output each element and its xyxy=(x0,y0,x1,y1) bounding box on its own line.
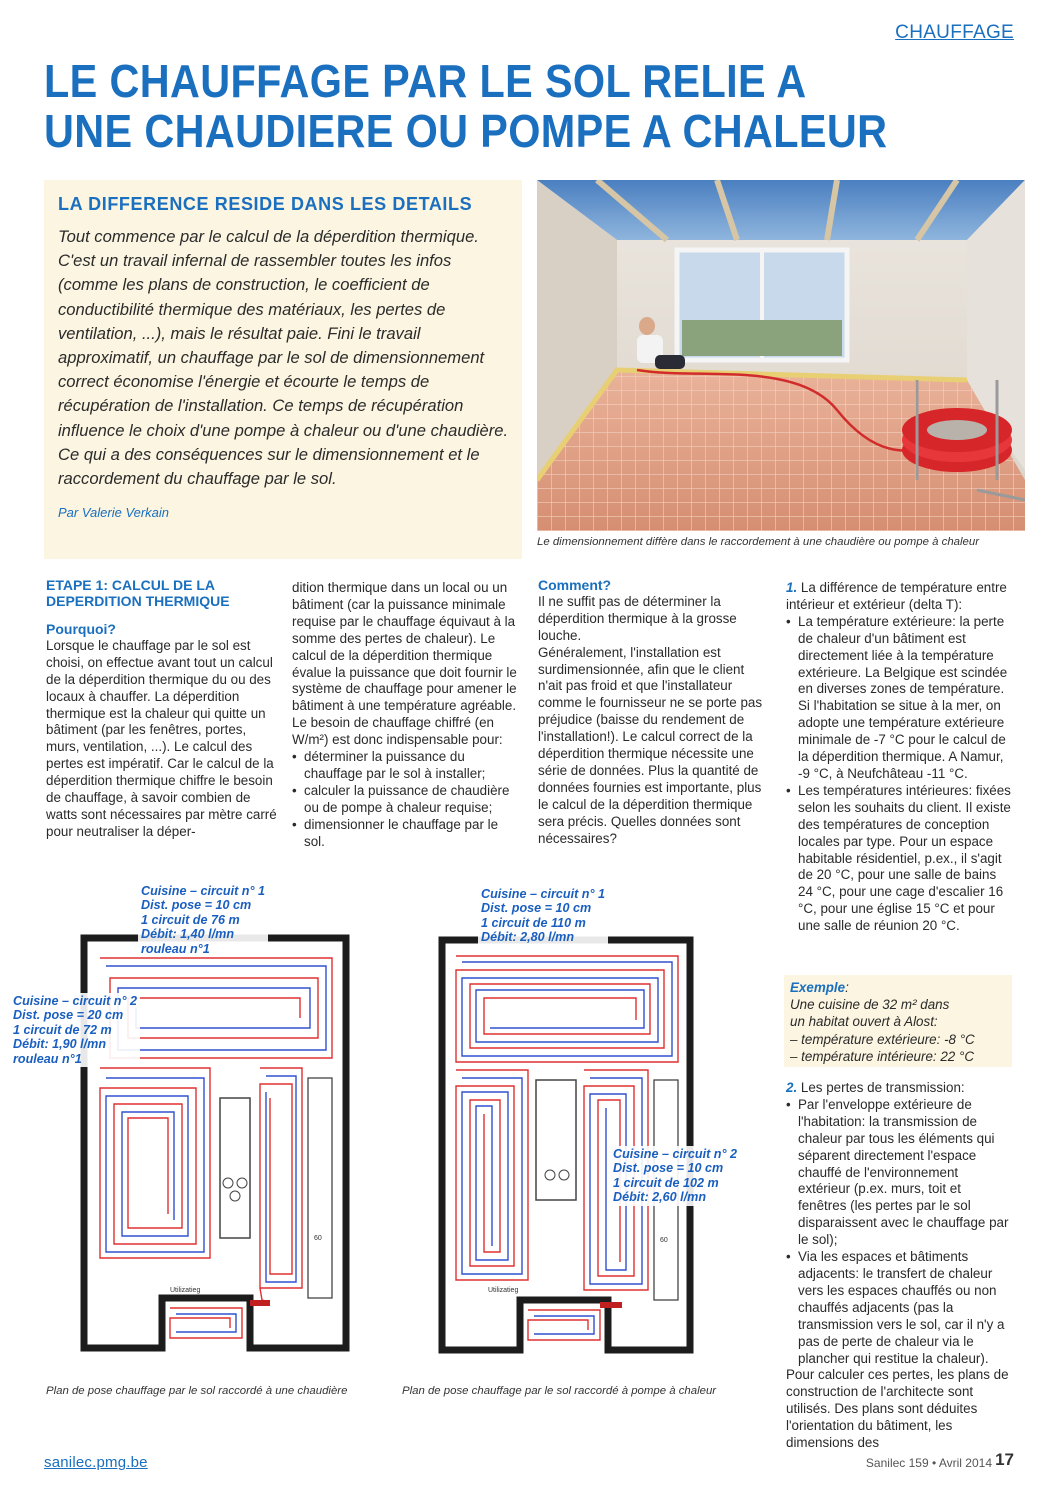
example-line: un habitat ouvert à Alost: xyxy=(790,1014,938,1030)
column-2 xyxy=(292,580,522,851)
intro-box xyxy=(44,180,522,559)
plan-right-caption: Plan de pose chauffage par le sol raccordé à pompe à chaleur xyxy=(402,1385,717,1397)
col4-bullet: • Par l'enveloppe extérieure de l'habitation: la transmission de chaleur par tous les éléments qui séparent directement l'espace chauffé de l'environnement extérieur (p.ex. murs, toit et fenêtres (les pertes par le sol disparaissent avec le chauffage par le sol); xyxy=(786,1097,1012,1249)
col4-bullet: • Les températures intérieures: fixées selon les souhaits du client. Il existe des températures de conception locales par type. Pour un espace habitable résidentiel, p.ex., il s'agit de 20 °C, pour une salle de bains 24 °C, pour une cage d'escalier 16 °C, pour une église 15 °C et pour une salle de réunion 20 °C. xyxy=(786,783,1012,935)
column-4-continued xyxy=(786,1080,1012,1452)
col3-p2: Généralement, l'installation est surdimensionnée, afin que le client n'ait pas froid et que l'installateur comme le fournisseur ne se porte pas préjudice (baisse du rendement de l'installation!). Le calcul correct de la déperdition thermique nécessite une série de données. Plus la quantité de données fournies est importante, plus le calcul de la déperdition thermique sera précis. Quelles données sont nécessaires? xyxy=(538,644,763,846)
page-title xyxy=(44,56,935,156)
intro-heading: LA DIFFERENCE RESIDE DANS LES DETAILS xyxy=(58,194,473,214)
plan-left-caption: Plan de pose chauffage par le sol raccordé à une chaudière xyxy=(46,1385,348,1397)
plan-right-label-2 xyxy=(610,1146,740,1206)
col4-bullet: • La température extérieure: la perte de chaleur d'un bâtiment est directement liée à la température extérieure. La Belgique est scindée en diverses zones de température. Si l'habitation se situe à la mer, on adopte une température extérieure minimale de -7 °C pour le calcul de la déperdition thermique. A Namur, -9 °C, à Neufchâteau -11 °C. xyxy=(786,614,1012,783)
section-tag: CHAUFFAGE xyxy=(895,22,1014,43)
item2-text: Les pertes de transmission: xyxy=(800,1080,965,1095)
label-line: Dist. pose = 10 cm xyxy=(481,901,592,916)
col2-bullet: • dimensionner le chauffage par le sol. xyxy=(292,817,522,851)
col1-text: Lorsque le chauffage par le sol est choisi, on effectue avant tout un calcul de la déperdition thermique du ou des locaux à chauffer. La déperdition thermique est la chaleur qui quitte un bâtiment (par les fenêtres, portes, murs, ventilation, ...). Le calcul des pertes est impératif. Car le calcul de la déperdition thermique chiffre le besoin de chauffage, à savoir combien de watts sont nécessaires par mètre carré pour neutraliser la déper- xyxy=(46,637,277,839)
label-line: Cuisine – circuit n° 1 xyxy=(141,884,266,898)
label-line: rouleau n°1 xyxy=(13,1051,82,1066)
col4-bullet: • Via les espaces et bâtiments adjacents: le transfert de chaleur vers les espaces chauffés ou non chauffés adjacents (pas la transmission vers le sol, car il n'y a pas de perte de chaleur via le plancher qui restitue la chaleur). xyxy=(786,1249,1012,1367)
example-line: Une cuisine de 32 m² dans xyxy=(790,997,950,1013)
label-line: Débit: 1,90 l/mn xyxy=(13,1037,107,1052)
label-line: Dist. pose = 10 cm xyxy=(141,898,252,913)
title-line-1: LE CHAUFFAGE PAR LE SOL RELIE A xyxy=(44,55,807,107)
example-line: – température intérieure: 22 °C xyxy=(790,1048,974,1064)
item1-number: 1. xyxy=(786,580,798,595)
photo-caption: Le dimensionnement diffère dans le raccordement à une chaudière ou pompe à chaleur xyxy=(537,536,979,548)
example-colon: : xyxy=(845,980,849,995)
how-subheading: Comment? xyxy=(538,577,612,593)
photo-illustration xyxy=(537,180,1025,531)
step1-heading: ETAPE 1: CALCUL DE LA DEPERDITION THERMIQUE xyxy=(46,577,230,609)
plan-left-label-1 xyxy=(138,883,268,957)
label-line: 1 circuit de 76 m xyxy=(141,912,240,927)
example-heading: Exemple xyxy=(790,980,846,995)
plan-annotation: 60 xyxy=(314,1235,322,1242)
column-3 xyxy=(538,577,764,848)
label-line: 1 circuit de 102 m xyxy=(613,1175,719,1190)
footer-site-link[interactable]: sanilec.pmg.be xyxy=(44,1454,148,1471)
col4-item2 xyxy=(786,1080,1012,1097)
plan-right-label-1 xyxy=(478,886,608,946)
label-line: 1 circuit de 72 m xyxy=(13,1022,112,1037)
article-photo xyxy=(537,180,1025,531)
footer-issue: Sanilec 159 • Avril 2014 xyxy=(865,1456,992,1470)
intro-text: Tout commence par le calcul de la déperdition thermique. C'est un travail infernal de rassembler toutes les infos (comme les plans de construction, le coefficient de conductibilité thermique des matériaux, les pertes de ventilation, ...), mais le résultat paie. Fini le travail approximatif, un chauffage par le sol de dimensionnement correct économise l'énergie et écourte le temps de récupération de l'installation. Ce temps de récupération influence le choix d'une pompe à chaleur ou d'une chaudière. Ce qui a des conséquences sur le dimensionnement et le raccordement du chauffage par le sol. xyxy=(58,227,509,489)
label-line: Débit: 1,40 l/mn xyxy=(141,927,235,942)
column-1 xyxy=(46,577,278,841)
label-line: Débit: 2,80 l/mn xyxy=(481,930,575,945)
label-line: rouleau n°1 xyxy=(141,941,210,956)
plan-annotation: 60 xyxy=(660,1237,668,1244)
item2-number: 2. xyxy=(786,1080,798,1095)
label-line: Dist. pose = 10 cm xyxy=(613,1161,724,1176)
column-4 xyxy=(786,580,1012,935)
label-line: Débit: 2,60 l/mn xyxy=(613,1190,707,1205)
example-box xyxy=(784,975,1012,1067)
intro-author: Par Valerie Verkain xyxy=(58,505,170,521)
plan-annotation: Utilizatieg xyxy=(488,1287,519,1294)
label-line: Dist. pose = 20 cm xyxy=(13,1008,124,1023)
col3-p1: Il ne suffit pas de déterminer la déperdition thermique à la grosse louche. xyxy=(538,593,737,643)
plan-left-label-2 xyxy=(10,993,140,1067)
label-line: 1 circuit de 110 m xyxy=(481,915,586,930)
col2-text: dition thermique dans un local ou un bâtiment (car la puissance minimale requise par le chauffage équivaut à la somme des pertes de chaleur). Le calcul de la déperdition thermique évalue la puissance que doit fournir le système de chauffage pour amener le bâtiment à une température agréable. Le besoin de chauffage chiffré (en W/m²) est donc indispensable pour: xyxy=(292,580,517,748)
title-line-2: UNE CHAUDIERE OU POMPE A CHALEUR xyxy=(44,105,888,157)
item1-text: La différence de température entre intérieur et extérieur (delta T): xyxy=(786,580,1007,612)
col2-bullet: • déterminer la puissance du chauffage par le sol à installer; xyxy=(292,749,522,783)
col4-closing: Pour calculer ces pertes, les plans de construction de l'architecte sont utilisés. Des plans sont déduites l'orientation du bâtiment, les dimensions des xyxy=(786,1367,1009,1451)
plan-annotation: Utilizatieg xyxy=(170,1287,201,1294)
label-line: Cuisine – circuit n° 1 xyxy=(481,887,606,901)
col4-item1 xyxy=(786,580,1012,614)
label-line: Cuisine – circuit n° 2 xyxy=(13,994,138,1008)
example-line: – température extérieure: -8 °C xyxy=(790,1031,975,1047)
page-number: 17 xyxy=(995,1450,1014,1469)
why-subheading: Pourquoi? xyxy=(46,621,116,637)
label-line: Cuisine – circuit n° 2 xyxy=(613,1147,738,1161)
col2-bullet: • calculer la puissance de chaudière ou de pompe à chaleur requise; xyxy=(292,783,522,817)
